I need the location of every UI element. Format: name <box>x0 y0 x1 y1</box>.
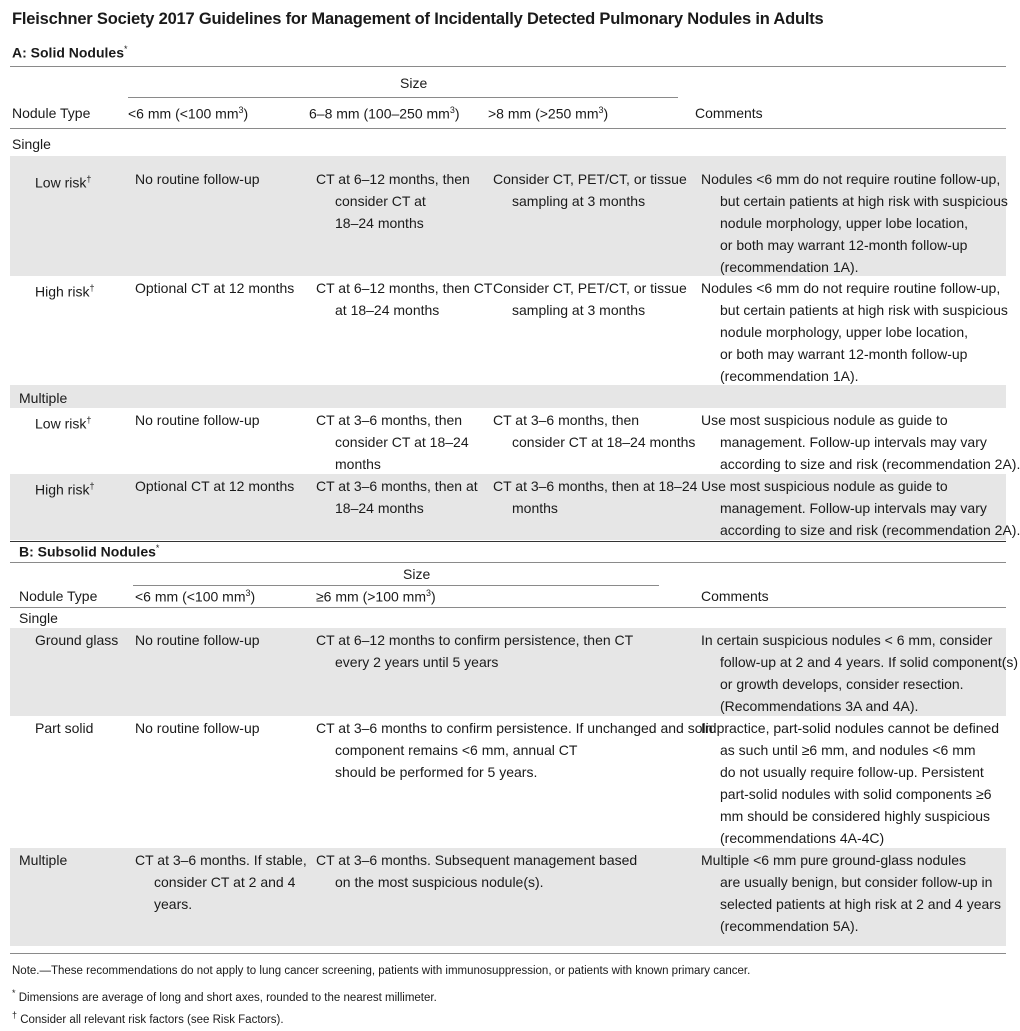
col-header-comments: Comments <box>695 105 763 121</box>
cell-lt6: No routine follow-up <box>135 412 260 428</box>
cell-6-8: CT at 6–12 months, then CT at 18–24 months <box>316 280 493 318</box>
cell-6-8: CT at 3–6 months, then consider CT at 18–24 months <box>316 412 469 472</box>
cell-ge6: CT at 3–6 months to confirm persistence. If unchanged and solid component remains <6 mm, annual CT should be performed for 5 years. <box>316 720 717 780</box>
row-type-label: Ground glass <box>35 632 119 648</box>
cell-gt8: CT at 3–6 months, then at 18–24 months <box>493 478 698 516</box>
cell-ge6: CT at 6–12 months to confirm persistence, then CT every 2 years until 5 years <box>316 632 634 670</box>
cell-ge6: CT at 3–6 months. Subsequent management based on the most suspicious nodule(s). <box>316 852 638 890</box>
cell-gt8: Consider CT, PET/CT, or tissue sampling at 3 months <box>493 171 687 209</box>
cell-lt6: No routine follow-up <box>135 171 260 187</box>
cell-gt8: Consider CT, PET/CT, or tissue sampling at 3 months <box>493 280 687 318</box>
divider <box>10 66 1006 67</box>
cell-comments: Multiple <6 mm pure ground-glass nodules are usually benign, but consider follow-up in selected patients at high risk at 2 and 4 years (recommendation 5A). <box>701 852 1001 934</box>
cell-comments: Use most suspicious nodule as guide to management. Follow-up intervals may vary according to size and risk (recommendation 2A). <box>701 412 1020 472</box>
section-a-heading: A: Solid Nodules* <box>12 44 128 61</box>
col-header-lt6: <6 mm (<100 $mm^3$) <box>135 588 256 605</box>
row-type-label: Low risk† <box>35 415 92 432</box>
col-header-nodule-type: Nodule Type <box>19 588 98 604</box>
divider <box>133 585 659 586</box>
divider <box>128 97 678 98</box>
cell-comments: Nodules <6 mm do not require routine follow-up, but certain patients at high risk with suspicious nodule morphology, upper lobe location, or both may warrant 12-month follow-up (recommendation 1A). <box>701 280 1008 384</box>
col-header-6-8: 6–8 mm (100–250 $mm^3$) <box>309 105 460 122</box>
group-label-single: Single <box>12 136 51 152</box>
row-type-label: High risk† <box>35 481 95 498</box>
cell-lt6: Optional CT at 12 months <box>135 478 295 494</box>
divider <box>10 562 1006 563</box>
col-header-comments: Comments <box>701 588 769 604</box>
row-type-label: Part solid <box>35 720 94 736</box>
row-type-label: Multiple <box>19 852 68 868</box>
cell-lt6: CT at 3–6 months. If stable, consider CT at 2 and 4 years. <box>135 852 307 912</box>
size-header: Size <box>400 75 428 91</box>
cell-comments: Use most suspicious nodule as guide to management. Follow-up intervals may vary according to size and risk (recommendation 2A). <box>701 478 1020 538</box>
cell-comments: Nodules <6 mm do not require routine follow-up, but certain patients at high risk with suspicious nodule morphology, upper lobe location, or both may warrant 12-month follow-up (recommendation 1A). <box>701 171 1008 275</box>
cell-6-8: CT at 6–12 months, then consider CT at 18–24 months <box>316 171 470 231</box>
section-b-heading: B: Subsolid Nodules* <box>19 543 160 560</box>
col-header-gt8: >8 mm (>250 $mm^3$) <box>488 105 609 122</box>
cell-lt6: Optional CT at 12 months <box>135 280 295 296</box>
col-header-ge6: ≥6 mm (>100 $mm^3$) <box>316 588 436 605</box>
row-band <box>10 385 1006 408</box>
size-header: Size <box>403 566 431 582</box>
group-label-single: Single <box>19 610 58 626</box>
divider <box>10 607 1006 608</box>
footnote-note: Note.—These recommendations do not apply to lung cancer screening, patients with immunosuppression, or patients with known primary cancer. <box>12 965 751 977</box>
cell-6-8: CT at 3–6 months, then at 18–24 months <box>316 478 478 516</box>
row-type-label: High risk† <box>35 283 95 300</box>
divider <box>10 128 1006 129</box>
footnote-dagger: † Consider all relevant risk factors (see Risk Factors). <box>12 1010 284 1026</box>
cell-lt6: No routine follow-up <box>135 632 260 648</box>
divider <box>10 541 1006 542</box>
footnote-star: * Dimensions are average of long and short axes, rounded to the nearest millimeter. <box>12 988 437 1004</box>
cell-comments: In certain suspicious nodules < 6 mm, consider follow-up at 2 and 4 years. If solid component(s) or growth develops, consider resection. (Recommendations 3A and 4A). <box>701 632 1019 714</box>
cell-gt8: CT at 3–6 months, then consider CT at 18–24 months <box>493 412 696 450</box>
col-header-lt6: <6 mm (<100 $mm^3$) <box>128 105 249 122</box>
divider <box>10 953 1006 954</box>
row-type-label: Low risk† <box>35 174 92 191</box>
cell-lt6: No routine follow-up <box>135 720 260 736</box>
cell-comments: In practice, part-solid nodules cannot be defined as such until ≥6 mm, and nodules <6 mm do not usually require follow-up. Persistent part-solid nodules with solid components ≥6 mm should be considered highly suspicious (recommendations 4A-4C) <box>701 720 1000 846</box>
group-label-multiple: Multiple <box>19 390 68 406</box>
col-header-nodule-type: Nodule Type <box>12 105 91 121</box>
page-title: Fleischner Society 2017 Guidelines for Management of Incidentally Detected Pulmonary Nodules in Adults <box>12 10 824 28</box>
